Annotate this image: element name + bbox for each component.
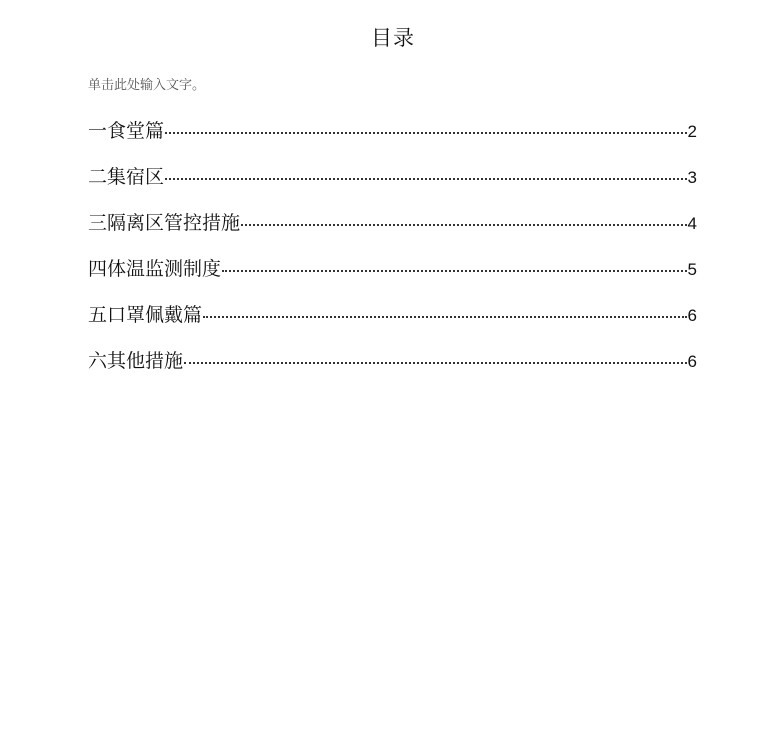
toc-entry[interactable]: [88, 118, 697, 164]
toc-entry-label[interactable]: 一食堂篇: [88, 120, 165, 142]
toc-entry[interactable]: [88, 302, 697, 348]
toc-entry[interactable]: [88, 210, 697, 256]
toc-entry-page-number[interactable]: 6: [687, 352, 697, 371]
toc-entry-label[interactable]: 三隔离区管控措施: [88, 212, 241, 234]
toc-dot-leader: [184, 362, 687, 364]
toc-entry-label[interactable]: 六其他措施: [88, 350, 184, 372]
toc-dot-leader: [241, 224, 687, 226]
toc-entry-page-number[interactable]: 5: [687, 260, 697, 279]
toc-entry-page-number[interactable]: 6: [687, 306, 697, 325]
toc-entry-label[interactable]: 四体温监测制度: [88, 258, 222, 280]
toc-dot-leader: [165, 178, 687, 180]
toc-entry-page-number[interactable]: 3: [687, 168, 697, 187]
toc-dot-leader: [222, 270, 687, 272]
toc-dot-leader: [165, 132, 687, 134]
toc-entry[interactable]: [88, 256, 697, 302]
placeholder-text-field[interactable]: 单击此处输入文字。: [88, 78, 206, 93]
toc-dot-leader: [203, 316, 687, 318]
toc-entry[interactable]: [88, 348, 697, 394]
toc-entry-label[interactable]: 五口罩佩戴篇: [88, 304, 203, 326]
toc-list: [88, 118, 697, 394]
toc-title: 目录: [371, 26, 415, 50]
toc-entry-label[interactable]: 二集宿区: [88, 166, 165, 188]
toc-entry-page-number[interactable]: 4: [687, 214, 697, 233]
toc-entry[interactable]: [88, 164, 697, 210]
toc-entry-page-number[interactable]: 2: [687, 122, 697, 141]
